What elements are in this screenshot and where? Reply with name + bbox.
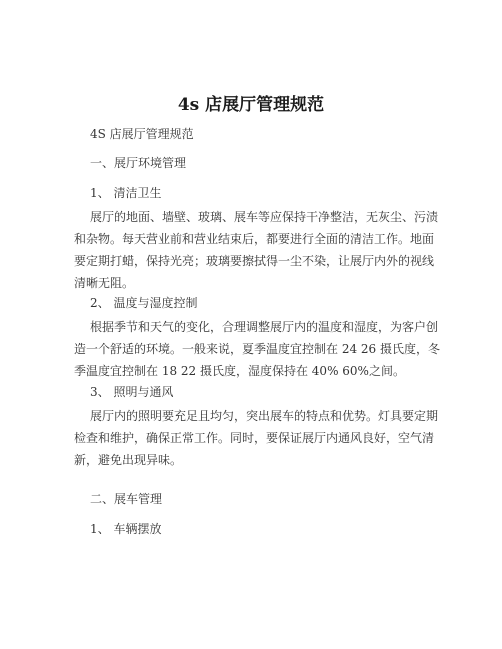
item-heading-lighting: 3、 照明与通风 [90, 385, 174, 399]
paragraph-line: 造一个舒适的环境。一般来说，夏季温度宜控制在 24 26 摄氏度，冬 [74, 342, 440, 356]
paragraph-line: 和杂物。每天营业前和营业结束后，都要进行全面的清洁工作。地面 [74, 232, 435, 246]
paragraph-temperature [74, 316, 440, 382]
paragraph-line: 展厅内的照明要充足且均匀，突出展车的特点和优势。灯具要定期 [90, 409, 439, 423]
paragraph-line: 根据季节和天气的变化，合理调整展厅内的温度和湿度，为客户创 [90, 320, 439, 334]
section-heading-environment: 一、展厅环境管理 [90, 156, 187, 170]
paragraph-line: 要定期打蜡，保持光亮；玻璃要擦拭得一尘不染，让展厅内外的视线 [74, 254, 435, 268]
item-heading-placement: 1、 车辆摆放 [90, 522, 162, 536]
paragraph-line: 检查和维护，确保正常工作。同时，要保证展厅内通风良好，空气清 [74, 431, 435, 445]
paragraph-cleaning [74, 206, 439, 294]
paragraph-line: 清晰无阻。 [74, 276, 135, 290]
document-title: 4s 店展厅管理规范 [177, 95, 325, 115]
item-heading-cleaning: 1、 清洁卫生 [90, 186, 162, 200]
item-heading-temperature: 2、 温度与湿度控制 [90, 296, 198, 310]
section-heading-vehicles: 二、展车管理 [90, 492, 163, 506]
paragraph-lighting [74, 405, 439, 471]
paragraph-line: 新，避免出现异味。 [74, 453, 183, 467]
paragraph-line: 展厅的地面、墙壁、玻璃、展车等应保持干净整洁，无灰尘、污渍 [90, 210, 439, 224]
document-subtitle: 4S 店展厅管理规范 [90, 127, 194, 141]
paragraph-line: 季温度宜控制在 18 22 摄氏度，湿度保持在 40% 60%之间。 [74, 364, 405, 378]
